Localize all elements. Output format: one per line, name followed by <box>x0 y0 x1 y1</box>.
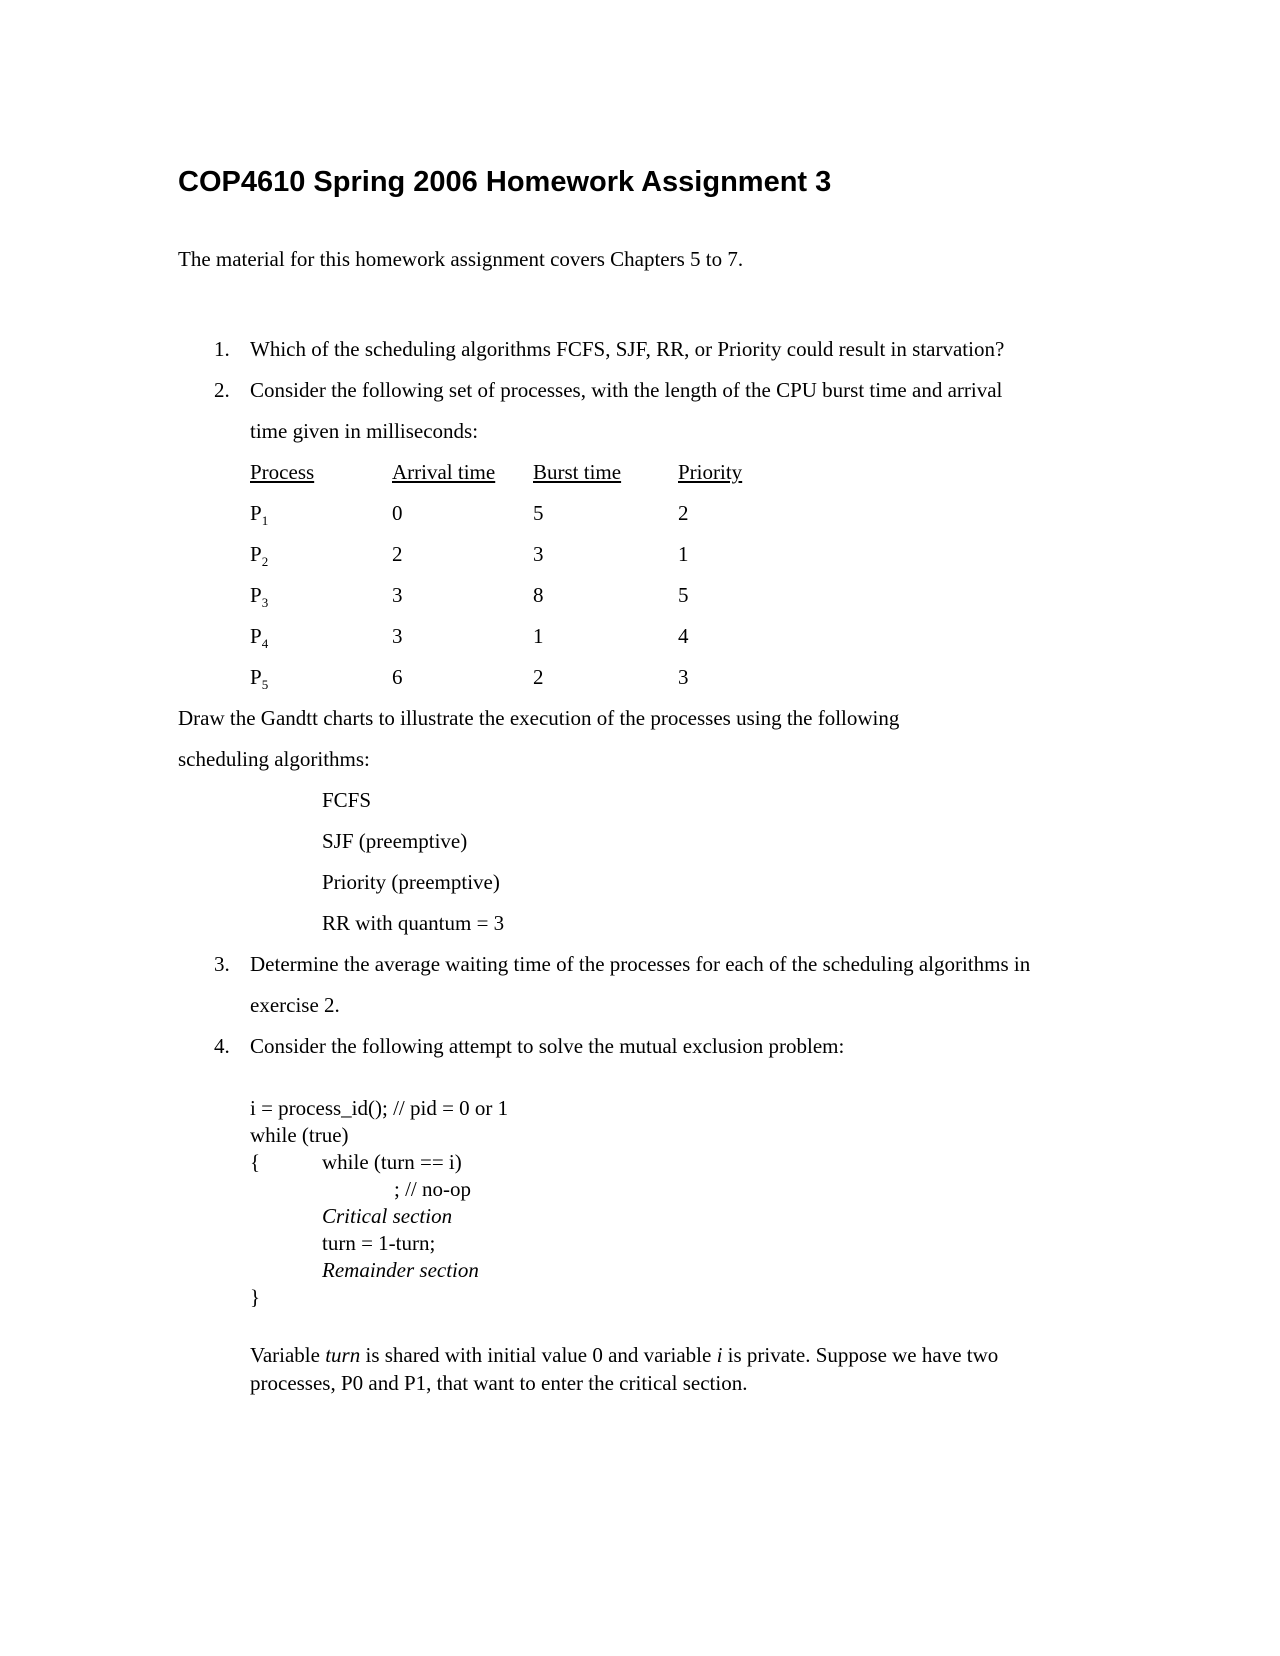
cell-process: $P_3$ <box>250 583 269 611</box>
process-subscript: 5 <box>261 677 269 693</box>
closing-text: is shared with initial value 0 and variable <box>360 1343 717 1367</box>
cell-arrival: 0 <box>392 501 403 525</box>
cell-arrival: 3 <box>392 624 403 648</box>
process-subscript: 1 <box>261 513 269 529</box>
cell-process: $P_1$ <box>250 501 269 529</box>
code-line: i = process_id(); // pid = 0 or 1 <box>250 1096 509 1120</box>
algorithm-list <box>322 780 1040 944</box>
closing-paragraph <box>250 1341 1040 1397</box>
intro-paragraph: The material for this homework assignment covers Chapters 5 to 7. <box>178 247 744 271</box>
draw-instruction: Draw the Gandtt charts to illustrate the execution of the processes using the following scheduling algorithms: <box>178 706 900 771</box>
question-3 <box>178 944 1040 1026</box>
algorithm-item-priority: Priority (preemptive) <box>322 870 500 894</box>
closing-text: is private. Suppose we have two processes, P0 and P1, that want to enter the critical section. <box>250 1343 999 1395</box>
table-row <box>250 493 1040 534</box>
cell-burst: 2 <box>533 665 544 689</box>
cell-process: $P_4$ <box>250 624 269 652</box>
algorithm-item-rr: RR with quantum = 3 <box>322 911 505 935</box>
cell-priority: 4 <box>678 624 689 648</box>
code-line: turn = 1-turn; <box>322 1231 436 1255</box>
cell-arrival: 2 <box>392 542 403 566</box>
algorithm-item-sjf: SJF (preemptive) <box>322 829 468 853</box>
cell-priority: 1 <box>678 542 689 566</box>
cell-process: $P_2$ <box>250 542 269 570</box>
table-header-arrival-time: Arrival time <box>392 460 496 484</box>
cell-arrival: 3 <box>392 583 403 607</box>
cell-priority: 2 <box>678 501 689 525</box>
cell-process: $P_5$ <box>250 665 269 693</box>
table-header-priority: Priority <box>678 460 743 484</box>
open-brace: { <box>250 1150 261 1174</box>
process-subscript: 2 <box>261 554 269 570</box>
cell-priority: 3 <box>678 665 689 689</box>
cell-burst: 5 <box>533 501 544 525</box>
table-header-burst-time: Burst time <box>533 460 622 484</box>
question-3-text: Determine the average waiting time of the processes for each of the scheduling algorithms in exercise 2. <box>250 952 1031 1017</box>
algorithm-item-fcfs: FCFS <box>322 788 372 812</box>
code-line: ; // no-op <box>394 1177 471 1201</box>
cell-arrival: 6 <box>392 665 403 689</box>
code-line <box>250 1149 1040 1176</box>
process-subscript: 4 <box>261 636 269 652</box>
table-row <box>250 657 1040 698</box>
code-block <box>250 1095 1040 1311</box>
cell-burst: 8 <box>533 583 544 607</box>
code-line-critical-section: Critical section <box>322 1204 453 1228</box>
table-row <box>250 534 1040 575</box>
question-1-text: Which of the scheduling algorithms FCFS, SJF, RR, or Priority could result in starvation? <box>250 337 1005 361</box>
code-line-remainder-section: Remainder section <box>322 1258 479 1282</box>
cell-burst: 3 <box>533 542 544 566</box>
process-table <box>250 452 1040 698</box>
table-row <box>250 575 1040 616</box>
question-1 <box>178 329 1040 370</box>
question-4-text: Consider the following attempt to solve the mutual exclusion problem: <box>250 1034 845 1058</box>
question-2 <box>178 370 1040 452</box>
cell-priority: 5 <box>678 583 689 607</box>
var-turn: turn <box>325 1343 361 1367</box>
var-i: i <box>716 1343 723 1367</box>
table-header-process: Process <box>250 460 315 484</box>
table-header-row <box>250 452 1040 493</box>
question-2-number: 2. <box>214 378 230 402</box>
question-2-text: Consider the following set of processes, with the length of the CPU burst time and arrival time given in milliseconds: <box>250 378 1003 443</box>
cell-burst: 1 <box>533 624 544 648</box>
code-line: while (true) <box>250 1123 349 1147</box>
page-title: COP4610 Spring 2006 Homework Assignment 3 <box>178 166 832 198</box>
process-subscript: 3 <box>261 595 269 611</box>
question-1-number: 1. <box>214 337 230 361</box>
inner-while: while (turn == i) <box>322 1150 462 1174</box>
closing-text: Variable <box>250 1343 326 1367</box>
question-3-number: 3. <box>214 952 230 976</box>
code-line: } <box>250 1285 261 1309</box>
question-4-number: 4. <box>214 1034 230 1058</box>
table-row <box>250 616 1040 657</box>
question-4 <box>178 1026 1040 1067</box>
